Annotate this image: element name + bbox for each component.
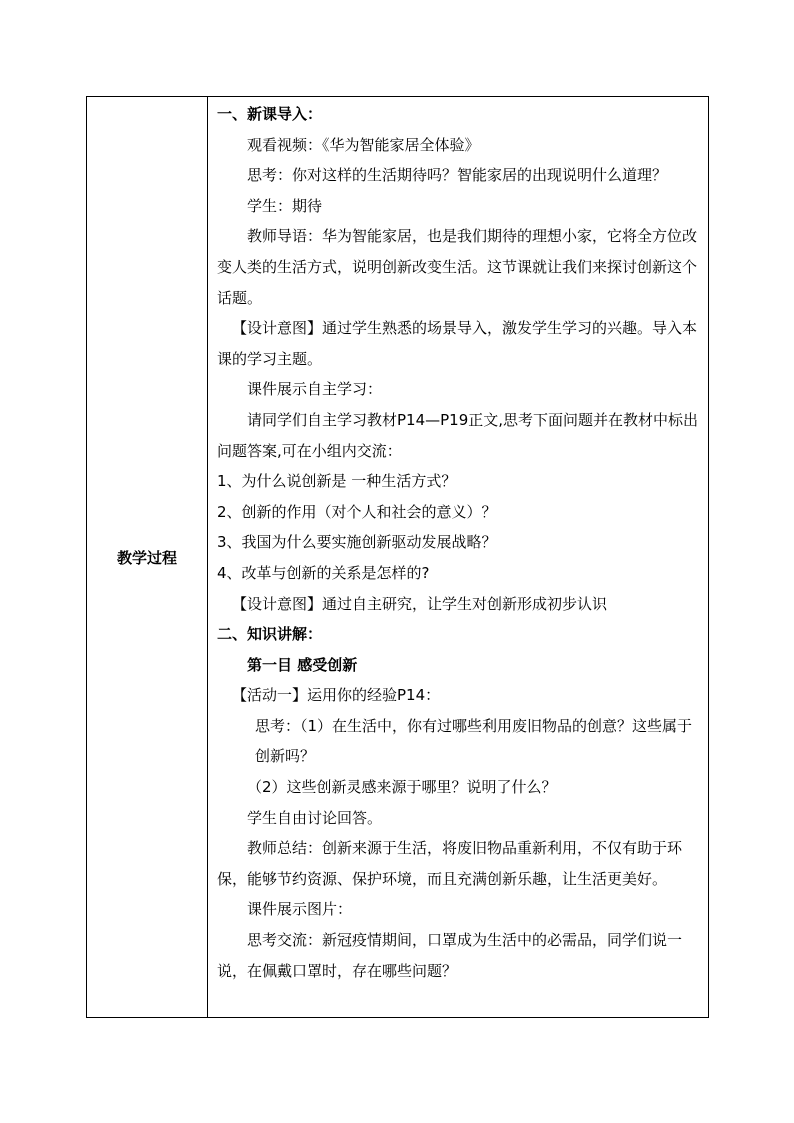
content-line: 学生：期待	[247, 196, 323, 215]
design-intent-paragraph: 【设计意图】通过学生熟悉的场景导入，激发学生学习的兴趣。导入本课的学习主题。	[217, 319, 698, 368]
content-paragraph: 思考交流：新冠疫情期间，口罩成为生活中的必需品，同学们说一说，在佩戴口罩时，存在哪些问题？	[217, 931, 683, 980]
row-label: 教学过程	[116, 548, 177, 567]
content-line: 观看视频：《华为智能家居全体验》	[247, 135, 480, 154]
content-paragraph: 教师总结：创新来源于生活，将废旧物品重新利用，不仅有助于环保，能够节约资源、保护环境，而且充满创新乐趣，让生活更美好。	[217, 839, 683, 888]
section-heading-knowledge: 二、知识讲解：	[217, 625, 323, 644]
question-item: 2、创新的作用（对个人和社会的意义）？	[217, 502, 497, 521]
lesson-table	[86, 96, 709, 1018]
content-line: 思考：你对这样的生活期待吗？智能家居的出现说明什么道理？	[247, 166, 668, 185]
question-item: 4、改革与创新的关系是怎样的?	[217, 563, 430, 582]
content-paragraph: 请同学们自主学习教材P14—P19正文,思考下面问题并在教材中标出问题答案,可在小组内交流：	[217, 410, 699, 460]
content-line: 课件展示图片：	[247, 900, 353, 919]
question-item: 3、我国为什么要实施创新驱动发展战略？	[217, 533, 497, 552]
content-paragraph: 思考：（1）在生活中，你有过哪些利用废旧物品的创意？这些属于创新吗？	[255, 716, 693, 766]
section-heading-intro: 一、新课导入：	[217, 105, 323, 123]
content-line: 学生自由讨论回答。	[247, 808, 383, 827]
content-line: （2）这些创新灵感来源于哪里？说明了什么？	[247, 778, 557, 797]
design-intent-line: 【设计意图】通过自主研究，让学生对创新形成初步认识	[232, 594, 608, 613]
subsection-heading: 第一目 感受创新	[247, 655, 358, 674]
question-item: 1、为什么说创新是 一种生活方式？	[217, 472, 457, 491]
content-paragraph: 教师导语：华为智能家居，也是我们期待的理想小家，它将全方位改变人类的生活方式，说明创新改变生活。这节课就让我们来探讨创新这个话题。	[217, 227, 698, 307]
row-content-cell	[208, 97, 709, 1018]
row-label-cell	[87, 97, 208, 1018]
content-line: 课件展示自主学习：	[247, 380, 383, 399]
table-row	[87, 97, 709, 1018]
activity-line: 【活动一】运用你的经验P14：	[232, 686, 441, 705]
